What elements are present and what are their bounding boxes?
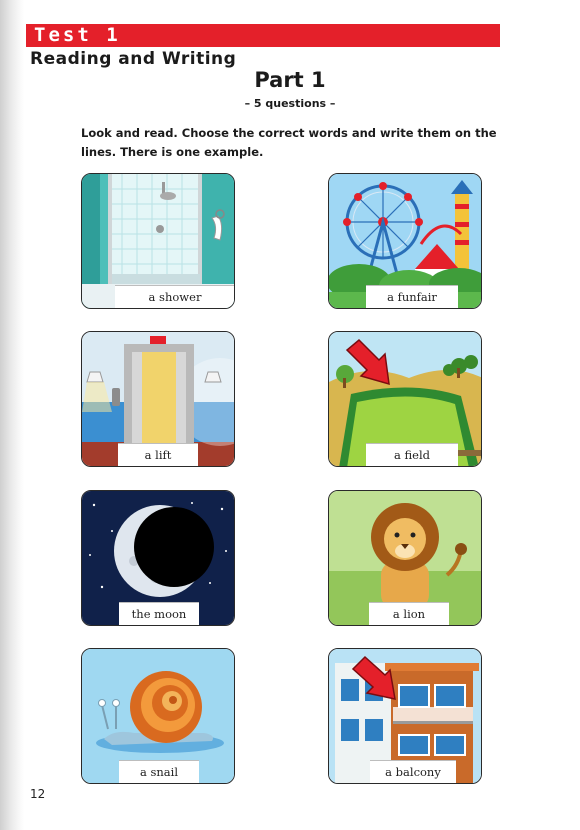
picture-label: the moon xyxy=(119,602,199,625)
page-number: 12 xyxy=(30,787,46,801)
picture-label: a snail xyxy=(119,760,199,783)
picture-card-balcony xyxy=(328,648,482,784)
picture-label: a shower xyxy=(115,285,235,308)
instructions: Look and read. Choose the correct words and write them on the lines. There is one example. xyxy=(81,126,497,159)
picture-card-field xyxy=(328,331,482,467)
picture-card-lion xyxy=(328,490,482,626)
picture-card-shower xyxy=(81,173,235,309)
picture-label: a lion xyxy=(369,602,449,625)
picture-label: a balcony xyxy=(370,760,456,783)
section-title: Reading and Writing xyxy=(30,49,237,69)
picture-label: a lift xyxy=(118,443,198,466)
picture-card-funfair xyxy=(328,173,482,309)
book-spine-shadow xyxy=(0,0,24,830)
picture-card-snail xyxy=(81,648,235,784)
picture-card-moon xyxy=(81,490,235,626)
picture-label: a field xyxy=(366,443,458,466)
picture-label: a funfair xyxy=(366,285,458,308)
part-subtitle: – 5 questions – xyxy=(244,97,336,110)
test-title: Test 1 xyxy=(34,24,121,46)
part-title: Part 1 xyxy=(254,68,326,92)
picture-card-lift xyxy=(81,331,235,467)
